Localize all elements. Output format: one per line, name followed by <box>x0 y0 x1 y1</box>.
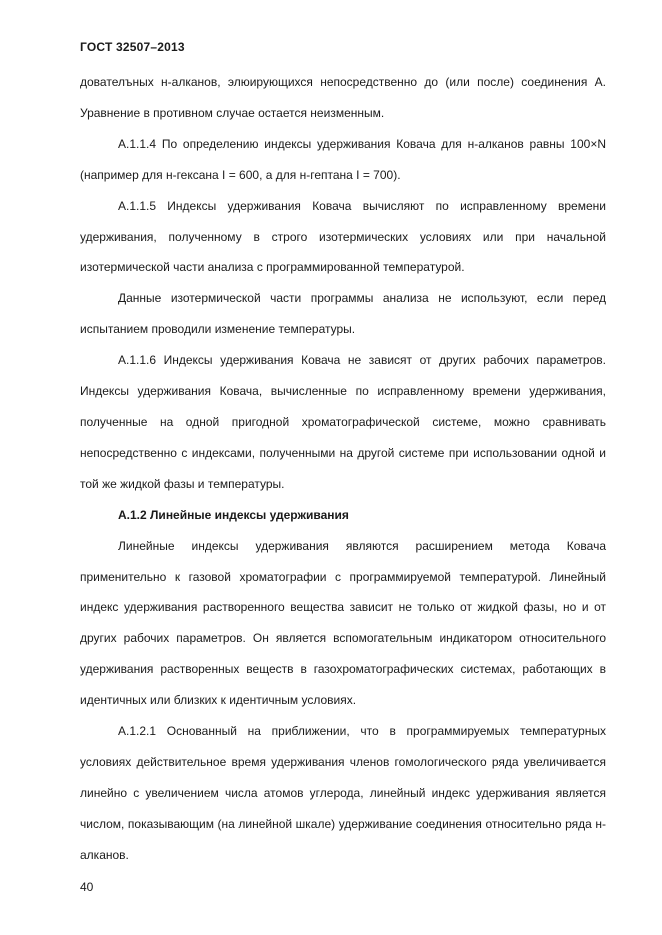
paragraph-isothermal-note: Данные изотермической части программы анализа не используют, если перед испытанием проводили изменение температуры. <box>80 291 606 337</box>
document-body <box>80 67 606 871</box>
paragraph-a1-1-4: А.1.1.4 По определению индексы удерживания Ковача для н-алканов равны 100×N (например для н-гексана I = 600, а для н-гептана I = 700). <box>80 136 606 182</box>
paragraph-a1-1-6: А.1.1.6 Индексы удерживания Ковача не зависят от других рабочих параметров. Индексы удерживания Ковача, вычисленные по исправленному времени удерживания, полученные на одной пригодной хроматографической системе, можно сравнивать непосредственно с индексами, полученными на другой системе при использовании одной и той же жидкой фазы и температуры. <box>80 353 606 491</box>
paragraph-a1-1-5: А.1.1.5 Индексы удерживания Ковача вычисляют по исправленному времени удерживания, полученному в строго изотермических условиях или при начальной изотермической части анализа с программированной температурой. <box>80 198 606 275</box>
section-heading-a1-2: А.1.2 Линейные индексы удерживания <box>118 507 349 522</box>
document-code-header: ГОСТ 32507–2013 <box>80 40 185 54</box>
paragraph-linear-indices: Линейные индексы удерживания являются расширением метода Ковача применительно к газовой хроматографии с программируемой температурой. Линейный индекс удерживания растворенного вещества зависит не только от жидкой фазы, но и от других рабочих параметров. Он является вспомогательным индикатором относительного удерживания растворенных веществ в газохроматографических системах, работающих в идентичных или близких к идентичным условиях. <box>80 538 606 708</box>
paragraph-a1-2-1: А.1.2.1 Основанный на приближении, что в программируемых температурных условиях действительное время удерживания членов гомологического ряда увеличивается линейно с увеличением числа атомов углерода, линейный индекс удерживания является числом, показывающим (на линейной шкале) удерживание соединения относительно ряда н-алканов. <box>80 724 606 862</box>
paragraph-continuation: дователъных н-алканов, элюирующихся непосредственно до (или после) соединения А. Уравнение в противном случае остается неизменным. <box>80 75 606 120</box>
page-number: 40 <box>80 880 94 894</box>
